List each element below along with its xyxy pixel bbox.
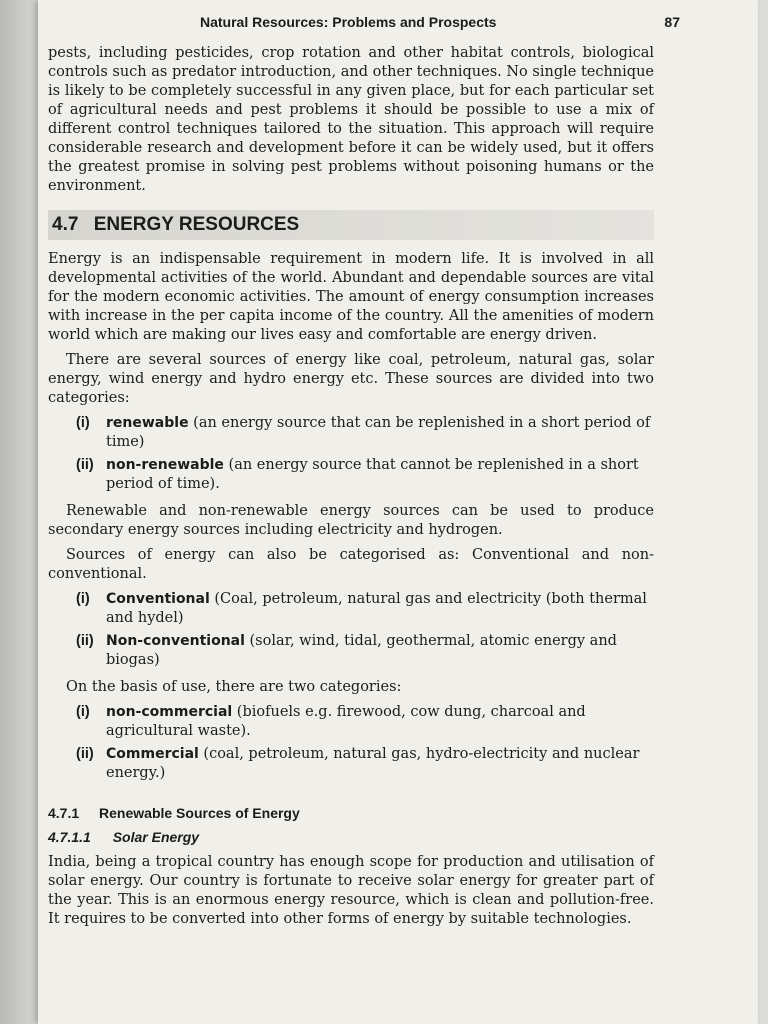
list-term: Commercial [106,746,199,762]
intro-paragraph: pests, including pesticides, crop rotation and other habitat controls, biological controls such as predator introduction, and other techniques. No single technique is likely to be completely successful in any given place, but for each particular set of agricultural needs and pest problems it should be possible to use a mix of different control techniques tailored to the situation. This approach will require considerable research and development before it can be widely used, but it offers the greatest promise in solving pest problems without poisoning humans or the environment. [48,45,654,194]
list-marker: (ii) [76,746,94,762]
list-desc: (Coal, petroleum, natural gas and electricity (both thermal and hydel) [106,591,647,626]
paragraph-solar-energy: India, being a tropical country has enough scope for production and utilisation of solar energy. Our country is fortunate to receive solar energy for greater part of the year. This is an enormous energy resource, which is clean and pollution-free. It requires to be converted into other forms of energy by suitable technologies. [48,854,654,927]
paragraph-secondary-sources: Renewable and non-renewable energy sources can be used to produce secondary energy sources including electricity and hydrogen. [48,503,654,538]
list-item [76,745,654,783]
page-content [48,44,654,935]
paragraph-energy-intro: Energy is an indispensable requirement in modern life. It is involved in all developmental activities of the world. Abundant and dependable sources are vital for the modern economic activities. The amount of energy consumption increases with increase in the per capita income of the country. All the amenities of modern world which are making our lives easy and comfortable are energy driven. [48,251,654,343]
page-header [38,12,758,36]
paragraph-conventional: Sources of energy can also be categorised as: Conventional and non-conventional. [48,547,654,582]
paragraph-basis-of-use: On the basis of use, there are two categories: [66,679,402,695]
list-use-categories [48,703,654,783]
book-page [38,0,758,1024]
list-conventional-categories [48,590,654,670]
list-term: non-renewable [106,457,224,473]
subsection-heading [48,805,654,821]
binding-gutter [0,0,38,1024]
list-item [76,456,654,494]
paragraph-energy-sources: There are several sources of energy like coal, petroleum, natural gas, solar energy, wind energy and hydro energy etc. These sources are divided into two categories: [48,352,654,406]
list-marker: (i) [76,704,90,720]
list-item [76,590,654,628]
list-desc: (coal, petroleum, natural gas, hydro-electricity and nuclear energy.) [106,746,640,781]
list-marker: (i) [76,591,90,607]
list-desc: (an energy source that can be replenished in a short period of time) [106,415,651,450]
list-term: renewable [106,415,189,431]
list-item [76,632,654,670]
subsection-number: 4.7.1 [48,805,80,821]
list-term: non-commercial [106,704,233,720]
running-title: Natural Resources: Problems and Prospects [200,14,497,30]
list-desc: (solar, wind, tidal, geothermal, atomic energy and biogas) [106,633,617,668]
list-marker: (i) [76,415,90,431]
subsection-title: Renewable Sources of Energy [99,805,300,821]
section-heading [48,210,654,240]
list-term: Conventional [106,591,210,607]
list-desc: (biofuels e.g. firewood, cow dung, charcoal and agricultural waste). [106,704,586,739]
list-desc: (an energy source that cannot be replenished in a short period of time). [106,457,639,492]
section-number: 4.7 [52,214,79,235]
list-marker: (ii) [76,633,94,649]
list-item [76,703,654,741]
subsubsection-title: Solar Energy [112,829,200,845]
list-renewable-categories [48,414,654,494]
list-item [76,414,654,452]
subsubsection-number: 4.7.1.1 [48,829,91,845]
list-marker: (ii) [76,457,94,473]
page-number: 87 [664,14,680,30]
subsubsection-heading [48,829,654,845]
list-term: Non-conventional [106,633,245,649]
section-title: ENERGY RESOURCES [93,214,300,235]
